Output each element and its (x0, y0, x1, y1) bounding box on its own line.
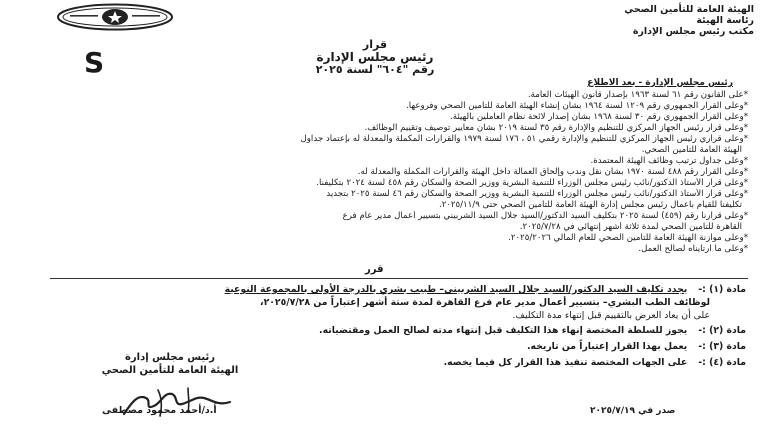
signatory-name: أ.د/أحمد محمود مصطفى (102, 405, 217, 416)
article-4 (444, 357, 746, 369)
preamble-line: تكليفنا للقيام بأعمال رئيس مجلس إدارة الهيئة العامة للتأمين الصحي حتى ٢٠٢٥/١١/٩. (438, 200, 742, 210)
preamble-line: *وعلى موازنة الهيئة العامة للتأمين الصحي للعام المالي ٢٠٢٥/٢٠٢٦. (508, 233, 748, 243)
divider-line (50, 278, 748, 279)
preamble-line: *وعلى جداول ترتيب وظائف الهيئة المعتمدة. (590, 156, 748, 166)
article-1-label: مادة (١) :- (698, 284, 746, 295)
signature-title-1: رئيس مجلس إدارة (125, 352, 215, 363)
letter-mark: S (84, 46, 105, 79)
org-line-3: مكتب رئيس مجلس الإدارة (632, 26, 754, 37)
decree-number: رقم "٦٠٤" لسنة ٢٠٢٥ (315, 63, 435, 76)
signature-title-2: الهيئة العامة للتأمين الصحي (101, 365, 239, 376)
issue-date: صدر في ٢٠٢٥/٧/١٩ (590, 406, 676, 416)
org-line-2: رئاسة الهيئة (696, 15, 754, 26)
preamble-line: الهيئة العامة للتأمين الصحي. (641, 145, 742, 155)
preamble-line: *وعلى القرار رقم ٤٨٨ لسنة ١٩٧٠ بشأن نقل وندب وإلحاق العمالة داخل الهيئة والقرارات المكملة والمعدلة له. (357, 167, 748, 177)
organization-header (624, 4, 754, 37)
preamble-line: *وعلى القرار الجمهوري رقم ١٢٠٩ لسنة ١٩٦٤ بشأن إنشاء الهيئة العامة للتأمين الصحي وفروعها. (406, 101, 748, 111)
article-2 (319, 325, 746, 337)
preamble-line: *وعلى قراري رئيس الجهاز المركزي للتنظيم والإدارة رقمي ٥١ ، ١٧٦ لسنة ١٩٧٩ والقرارات المكملة والمعدلة له بإعتماد جداول (300, 134, 748, 144)
organization-logo-icon (56, 3, 174, 31)
preamble-line: *وعلى ما ارتأيناه لصالح العمل. (638, 244, 748, 254)
decision-heading: قرر (365, 264, 384, 275)
preamble-line: *وعلى قرار رئيس الجهاز المركزي للتنظيم والإدارة رقم ٣٥ لسنة ٢٠١٩ بشأن معايير توصيف وتقييم الوظائف. (364, 123, 748, 133)
preamble-intro: رئيس مجلس الإدارة - بعد الاطلاع (587, 78, 733, 88)
preamble-line: *وعلى قرار الأستاذ الدكتور/نائب رئيس مجلس الوزراء للتنمية البشرية ووزير الصحة والسكان رقم ٤٦ لسنة ٢٠٢٥ بتجديد (326, 189, 748, 199)
decree-issuer: رئيس مجلس الإدارة (316, 50, 434, 64)
article-3 (527, 341, 746, 353)
article-2-text: يجوز للسلطة المختصة إنهاء هذا التكليف قبل إنتهاء مدته لصالح العمل ومقتضياته. (319, 325, 688, 336)
preamble-line: *وعلى قرار الأستاذ الدكتور/نائب رئيس مجلس الوزراء للتنمية البشرية ووزير الصحة والسكان رقم ٤٥٨ لسنة ٢٠٢٤ بتكليفنا. (316, 178, 748, 188)
preamble-list (48, 90, 748, 255)
article-4-label: مادة (٤) :- (698, 357, 746, 368)
decree-title: قرار (362, 38, 388, 51)
article-1-line-3: على أن يعاد العرض بالتقييم قبل إنتهاء مدة التكليف. (512, 310, 710, 321)
article-1-line-1: يجدد تكليف السيد الدكتور/السيد جلال السيد الشربيني– طبيب بشري بالدرجة الأولى بالمجموعة النوعية (224, 284, 688, 295)
article-2-label: مادة (٢) :- (698, 325, 746, 336)
preamble-line: *وعلى القرار الجمهوري رقم ٣٠ لسنة ١٩٦٨ بشأن إصدار لائحة نظام العاملين بالهيئة. (450, 112, 748, 122)
article-3-label: مادة (٣) :- (698, 341, 746, 352)
article-4-text: على الجهات المختصة تنفيذ هذا القرار كل فيما يخصه. (443, 357, 688, 368)
preamble-line: *وعلى قرارنا رقم (٤٥٩) لسنة ٢٠٢٥ بتكليف السيد الدكتور/السيد جلال السيد الشربيني بتسيير أعمال مدير عام فرع (342, 211, 748, 221)
article-1-line-2: لوظائف الطب البشري– بتسيير أعمال مدير عام فرع القاهرة لمدة ستة أشهر إعتباراً من ٢٠٢٥/٧/٢٨، (260, 297, 710, 308)
preamble-line: *على القانون رقم ٦١ لسنة ١٩٦٣ بإصدار قانون الهيئات العامة. (527, 90, 748, 100)
preamble-line: القاهرة للتأمين الصحي لمدة ثلاثة أشهر إنتهائي في ٢٠٢٥/٧/٢٨. (519, 222, 742, 232)
article-1 (225, 284, 746, 296)
article-3-text: يعمل بهذا القرار إعتباراً من تاريخه. (526, 341, 688, 352)
org-line-1: الهيئة العامة للتأمين الصحي (624, 4, 754, 15)
